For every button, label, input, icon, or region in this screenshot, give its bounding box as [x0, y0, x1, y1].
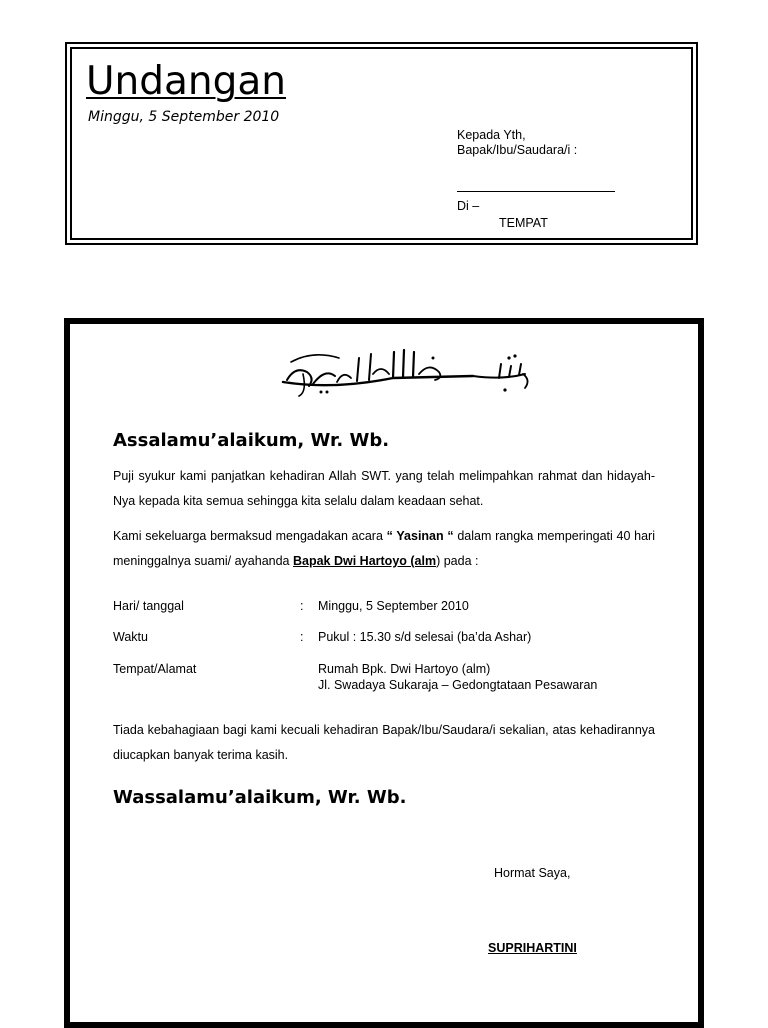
- recipient-line-1: Kepada Yth,: [457, 128, 526, 142]
- recipient-place: TEMPAT: [499, 216, 548, 230]
- detail-colon: :: [300, 599, 304, 613]
- place-address: Jl. Swadaya Sukaraja – Gedongtataan Pesawaran: [318, 678, 598, 692]
- cover-date: Minggu, 5 September 2010: [88, 109, 280, 125]
- signer-name: SUPRIHARTINI: [488, 941, 577, 955]
- detail-label: Waktu: [113, 630, 148, 644]
- recipient-line-2: Bapak/Ibu/Saudara/i :: [457, 143, 578, 157]
- place-name: Rumah Bpk. Dwi Hartoyo (alm): [318, 662, 491, 676]
- paragraph-thanks: [113, 718, 655, 768]
- closing-greeting: Wassalamu’alaikum, Wr. Wb.: [113, 787, 407, 808]
- recipient-name-line: [457, 191, 615, 192]
- event-title: “ Yasinan “: [386, 529, 454, 543]
- invitation-cover: [65, 42, 698, 245]
- cover-title: Undangan: [86, 59, 287, 104]
- recipient-di-label: Di –: [457, 199, 480, 213]
- invitation-letter: [64, 318, 704, 1028]
- paragraph-gratitude: [113, 464, 655, 514]
- deceased-name: Bapak Dwi Hartoyo (alm: [292, 554, 437, 568]
- detail-label: Hari/ tanggal: [113, 599, 184, 613]
- detail-colon: :: [300, 630, 304, 644]
- paragraph-event-text: [113, 524, 655, 574]
- paragraph-gratitude-text: Puji syukur kami panjatkan kehadiran Allah SWT. yang telah melimpahkan rahmat dan hidayah-Nya kepada kita semua sehingga kita selalu dalam keadaan sehat.: [113, 469, 655, 508]
- cover-inner-border: [70, 47, 693, 240]
- event-intro-text: Kami sekeluarga bermaksud mengadakan acara: [113, 529, 387, 543]
- detail-label: Tempat/Alamat: [113, 662, 197, 676]
- basmalah-icon: [273, 344, 537, 398]
- paragraph-thanks-text: Tiada kebahagiaan bagi kami kecuali kehadiran Bapak/Ibu/Saudara/i sekalian, atas kehadirannya diucapkan banyak terima kasih.: [113, 723, 655, 762]
- regards-text: Hormat Saya,: [494, 866, 571, 880]
- detail-value: Pukul : 15.30 s/d selesai (ba’da Ashar): [318, 630, 532, 644]
- detail-value: [318, 661, 597, 693]
- detail-value: Minggu, 5 September 2010: [318, 599, 469, 613]
- recipient-block: [457, 128, 577, 158]
- paragraph-event: [113, 524, 655, 574]
- event-purpose-text: dalam rangka memperingati 40 hari meninggalnya suami/ ayahanda: [113, 529, 655, 568]
- opening-greeting: Assalamu’alaikum, Wr. Wb.: [113, 430, 390, 451]
- event-suffix-text: ) pada :: [436, 554, 479, 568]
